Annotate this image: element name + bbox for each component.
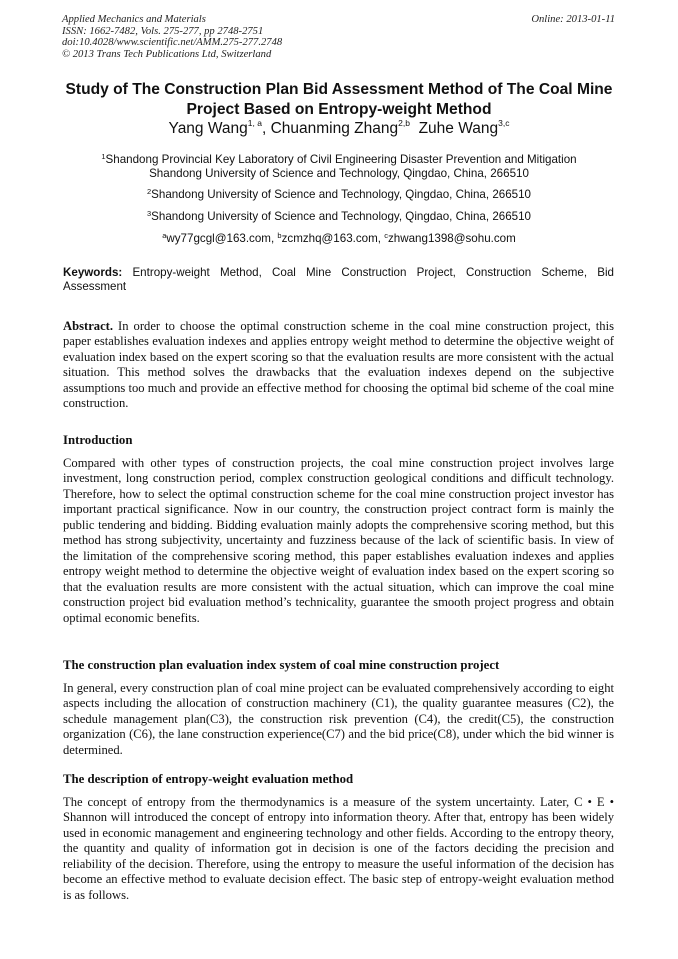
email-link[interactable]: zhwang1398@sohu.com — [387, 232, 516, 245]
author-sup: 1, a — [247, 118, 262, 128]
abstract — [63, 319, 614, 412]
section-heading: The construction plan evaluation index system of coal mine construction project — [63, 658, 500, 672]
author-separator: , — [261, 120, 271, 137]
email-list — [60, 229, 618, 246]
section-body: In general, every construction plan of coal mine project can be evaluated comprehensively according to eight aspects including the allocation of construction machinery (C1), the quality guarantee measures (C2), the schedule management plan(C3), the construction risk prevention (C4), the credit(C5), the construction organization (C6), the lane construction experience(C7) and the bid price(C8), under which the bid winner is determined. — [63, 681, 614, 757]
author-name: Yang Wang — [168, 120, 248, 137]
paper-title: Study of The Construction Plan Bid Assessment Method of The Coal Mine Project Based on Entropy-weight Method — [65, 81, 613, 118]
email-sup: c — [384, 231, 388, 240]
section-heading: Introduction — [63, 433, 133, 447]
affiliation-2 — [60, 185, 618, 202]
journal-header — [62, 14, 282, 60]
affiliation-sup: 3 — [146, 209, 152, 218]
author-list — [60, 118, 618, 138]
doi-line: doi:10.4028/www.scientific.net/AMM.275-277.2748 — [62, 37, 283, 48]
affiliation-text: Shandong University of Science and Technology, Qingdao, China, 266510 — [151, 210, 532, 223]
affiliation-3 — [60, 207, 618, 224]
email-separator: , — [270, 232, 278, 245]
copyright-line: © 2013 Trans Tech Publications Ltd, Switzerland — [62, 48, 272, 60]
section-body: Compared with other types of construction projects, the coal mine construction project involves large investment, long construction period, complex construction geological conditions and difficult technology. Therefore, how to select the optimal construction scheme for the coal mine construction project investor has important practical significance. Now in our country, the construction project contract form is mainly the public tendering and bidding. Bidding evaluation mainly adopts the comprehensive scoring method, but this method has strong subjectivity, uncertainty and fuzziness because of the lack of scientific basis. In view of the limitation of the comprehensive scoring method, this paper establishes evaluation indexes and applies entropy weight method to determine the objective weight of evaluation index based on the expert scoring so that the evaluation results are more consistent with the actual situation, which can improve the coal mine construction project bid evaluation method’s technicality, guarantee the smooth project progress and obtain optimal economic benefits. — [63, 456, 614, 625]
author-separator — [410, 120, 419, 137]
online-date: Online: 2013-01-11 — [531, 14, 615, 25]
author-name: Chuanming Zhang — [270, 120, 399, 137]
abstract-label: Abstract. — [63, 319, 114, 333]
affiliation-sup: 2 — [146, 187, 152, 196]
affiliation-text: Shandong University of Science and Technology, Qingdao, China, 266510 — [149, 167, 529, 180]
section-body: The concept of entropy from the thermodynamics is a measure of the system uncertainty. Later, C • E • Shannon will introduced the concept of entropy into information theory. After that, entropy has been widely used in economic management and engineering technology and other fields. According to the entropy theory, the quantity and quality of information got in decision is one of the factors deciding the precision and reliability of the decision. Therefore, using the entropy to measure the useful information of the decision has become an effective method to evaluate decision effect. The basic step of entropy-weight evaluation method is as follows. — [63, 795, 614, 902]
section-heading: The description of entropy-weight evaluation method — [63, 772, 354, 786]
keywords — [63, 266, 614, 294]
affiliation-1 — [60, 150, 618, 181]
author-name: Zuhe Wang — [418, 120, 499, 137]
affiliation-text: Shandong University of Science and Technology, Qingdao, China, 266510 — [151, 188, 532, 201]
email-sup: a — [162, 231, 167, 240]
author-sup: 2,b — [398, 118, 410, 128]
abstract-text: In order to choose the optimal construction scheme in the coal mine construction project, this paper establishes evaluation indexes and applies entropy weight method to determine the objective weight of evaluation index based on the expert scoring so that the evaluation results are more consistent with the actual situation. This method solves the drawbacks that the evaluation indexes depend on the subjective assumptions too much and provide an effective method for choosing the optimal bid scheme of the coal mine construction. — [63, 319, 614, 411]
issn-line: ISSN: 1662-7482, Vols. 275-277, pp 2748-2751 — [62, 25, 264, 37]
journal-name: Applied Mechanics and Materials — [62, 14, 206, 25]
keywords-label: Keywords: — [63, 266, 123, 279]
author-sup: 3,c — [498, 118, 510, 128]
keywords-text: Entropy-weight Method, Coal Mine Construction Project, Construction Scheme, Bid Assessment — [63, 266, 614, 293]
affiliation-text: Shandong Provincial Key Laboratory of Civil Engineering Disaster Prevention and Mitigation — [105, 153, 577, 166]
email-separator: , — [377, 232, 385, 245]
affiliation-sup: 1 — [101, 152, 106, 161]
email-link[interactable]: wy77gcgl@163.com — [166, 232, 271, 245]
email-link[interactable]: zcmzhq@163.com — [281, 232, 378, 245]
email-sup: b — [277, 231, 282, 240]
